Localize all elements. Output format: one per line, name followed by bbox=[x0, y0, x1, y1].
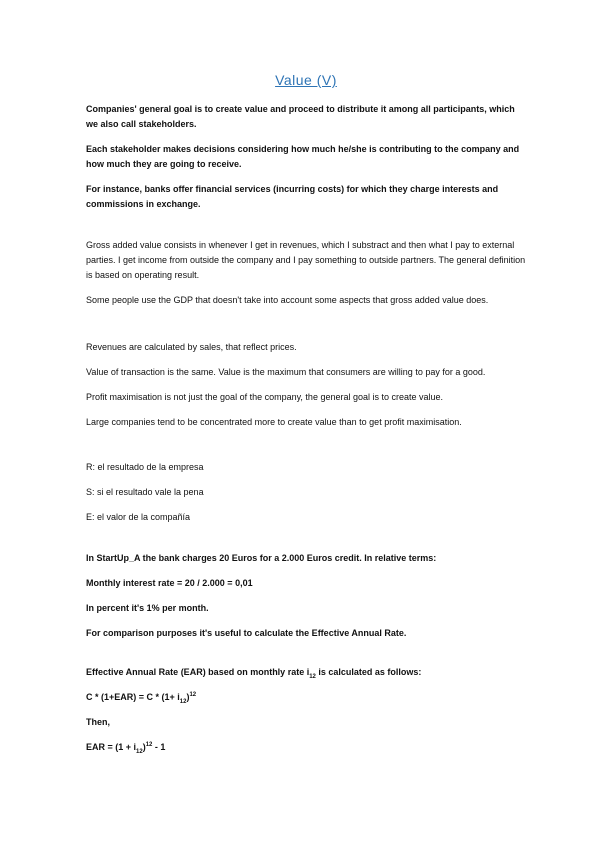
paragraph: Then, bbox=[86, 717, 110, 727]
formula-line bbox=[86, 690, 526, 705]
document-body bbox=[86, 72, 526, 765]
superscript: 12 bbox=[145, 742, 153, 748]
ear-intro bbox=[86, 665, 526, 680]
formula-line: Monthly interest rate = 20 / 2.000 = 0,01 bbox=[86, 578, 253, 588]
superscript: 12 bbox=[189, 692, 197, 698]
formula-part: C * (1+EAR) = C * (1+ i bbox=[86, 692, 180, 702]
paragraph: Companies' general goal is to create value and proceed to distribute it among all participants, which we also call stakeholders. bbox=[86, 104, 515, 129]
formula-part: EAR = (1 + i bbox=[86, 742, 137, 752]
paragraph: For comparison purposes it's useful to calculate the Effective Annual Rate. bbox=[86, 628, 407, 638]
definition-line: S: si el resultado vale la pena bbox=[86, 487, 204, 497]
paragraph: In percent it's 1% per month. bbox=[86, 603, 209, 613]
formula-part: ) bbox=[186, 692, 190, 702]
paragraph: Gross added value consists in whenever I get in revenues, which I substract and then what I pay to external parties. I get income from outside the company and I pay something to outside partners. The general definition is based on operating result. bbox=[86, 240, 526, 280]
paragraph: For instance, banks offer financial services (incurring costs) for which they charge interests and commissions in exchange. bbox=[86, 184, 499, 209]
paragraph: Some people use the GDP that doesn't take into account some aspects that gross added value does. bbox=[86, 295, 489, 305]
definition-line: R: el resultado de la empresa bbox=[86, 462, 204, 472]
definition-line: E: el valor de la compañía bbox=[86, 512, 191, 522]
formula-part: - 1 bbox=[152, 742, 166, 752]
subscript: 12 bbox=[309, 673, 316, 680]
page-title: Value (V) bbox=[275, 72, 337, 88]
formula-part: ) bbox=[142, 742, 146, 752]
paragraph: Value of transaction is the same. Value is the maximum that consumers are willing to pay for a good. bbox=[86, 367, 486, 377]
subscript: 12 bbox=[179, 698, 187, 705]
ear-intro-suffix: is calculated as follows: bbox=[315, 667, 422, 677]
paragraph: Profit maximisation is not just the goal of the company, the general goal is to create value. bbox=[86, 392, 444, 402]
subscript: 12 bbox=[136, 748, 143, 755]
ear-intro-prefix: Effective Annual Rate (EAR) based on monthly rate i bbox=[86, 667, 310, 677]
paragraph: In StartUp_A the bank charges 20 Euros for a 2.000 Euros credit. In relative terms: bbox=[86, 553, 437, 563]
formula-line bbox=[86, 740, 526, 755]
paragraph: Each stakeholder makes decisions considering how much he/she is contributing to the company and how much they are going to receive. bbox=[86, 144, 520, 169]
paragraph: Large companies tend to be concentrated more to create value than to get profit maximisation. bbox=[86, 417, 462, 427]
paragraph: Revenues are calculated by sales, that reflect prices. bbox=[86, 342, 297, 352]
